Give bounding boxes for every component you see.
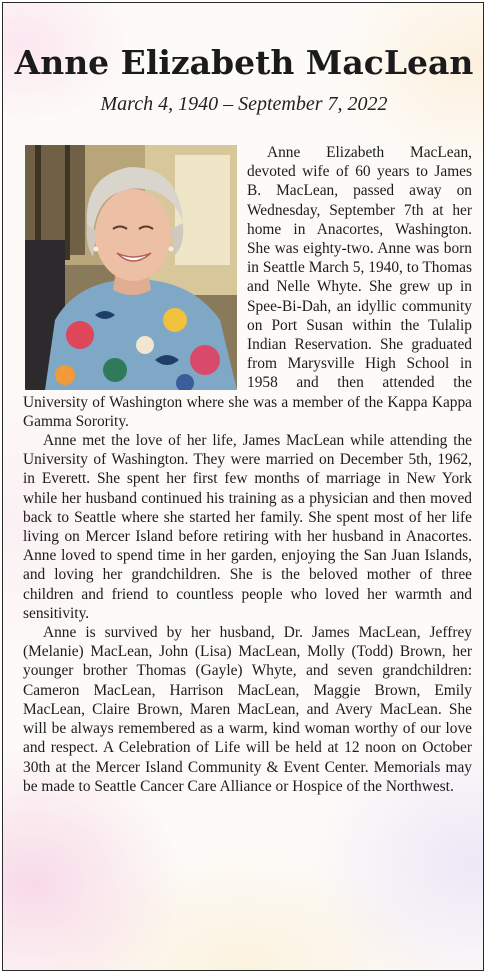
obituary-frame (2, 2, 484, 971)
obituary-name: Anne Elizabeth MacLean (14, 43, 474, 82)
paragraph-1: Anne Elizabeth MacLean, devoted wife of 60 years to James B. MacLean, passed away on Wednesday, September 7th at her home in Anacortes, Washington. She was eighty-two. Anne was born in Seattle March 5, 1940, to Thomas and Nelle Whyte. She grew up in Spee-Bi-Dah, an idyllic community on Port Susan within the Tulalip Indian Reservation. She graduated from Marysville High School in 1958 and then attended the University of Washington where she was a member of the Kappa Kappa Gamma Sorority. (23, 144, 472, 430)
obituary-text (23, 143, 472, 796)
portrait-photo (25, 145, 237, 390)
paragraph-2: Anne met the love of her life, James MacLean while attending the University of Washington. They were married on December 5th, 1962, in Everett. She spent her first few months of marriage in New York while her husband continued his training as a physician and then moved back to Seattle where she started her family. She spent most of her life living on Mercer Island before retiring with her husband in Anacortes. Anne loved to spend time in her garden, enjoying the San Juan Islands, and loving her grandchildren. She is the beloved mother of three children and friend to countless people who loved her warmth and sensitivity. (23, 432, 472, 622)
paragraph-3: Anne is survived by her husband, Dr. James MacLean, Jeffrey (Melanie) MacLean, John (Lisa) MacLean, Molly (Todd) Brown, her younger brother Thomas (Gayle) Whyte, and seven grandchildren: Cameron MacLean, Harrison MacLean, Maggie Brown, Emily MacLean, Claire Brown, Maren MacLean, and Avery MacLean. She will be always remembered as a warm, kind woman worthy of our love and respect. A Celebration of Life will be held at 12 noon on October 30th at the Mercer Island Community & Event Center. Memorials may be made to Seattle Cancer Care Alliance or Hospice of the Northwest. (23, 624, 472, 795)
portrait-photo-icon (25, 145, 237, 390)
life-dates: March 4, 1940 – September 7, 2022 (100, 93, 388, 115)
